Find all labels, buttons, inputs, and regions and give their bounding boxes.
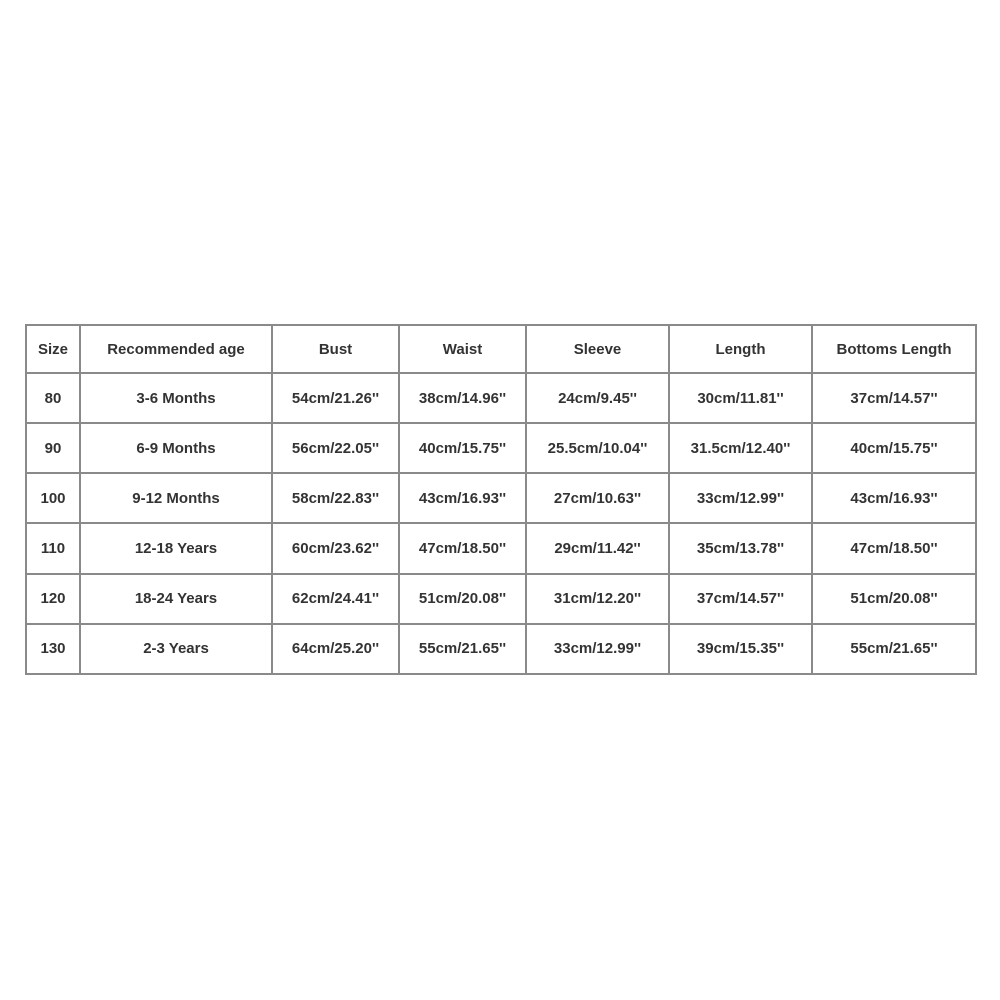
cell-waist: 55cm/21.65'' [399, 624, 526, 674]
cell-bust: 56cm/22.05'' [272, 423, 399, 473]
cell-bust: 62cm/24.41'' [272, 574, 399, 624]
cell-bottoms-length: 37cm/14.57'' [812, 373, 976, 423]
cell-sleeve: 25.5cm/10.04'' [526, 423, 669, 473]
header-bust: Bust [272, 325, 399, 373]
cell-length: 33cm/12.99'' [669, 473, 812, 523]
cell-bust: 58cm/22.83'' [272, 473, 399, 523]
cell-recommended-age: 18-24 Years [80, 574, 272, 624]
cell-sleeve: 31cm/12.20'' [526, 574, 669, 624]
cell-waist: 47cm/18.50'' [399, 523, 526, 573]
cell-recommended-age: 2-3 Years [80, 624, 272, 674]
cell-bust: 60cm/23.62'' [272, 523, 399, 573]
header-sleeve: Sleeve [526, 325, 669, 373]
table-row [26, 473, 976, 523]
cell-bottoms-length: 40cm/15.75'' [812, 423, 976, 473]
header-length: Length [669, 325, 812, 373]
cell-size: 120 [26, 574, 80, 624]
header-waist: Waist [399, 325, 526, 373]
cell-length: 31.5cm/12.40'' [669, 423, 812, 473]
cell-recommended-age: 6-9 Months [80, 423, 272, 473]
cell-recommended-age: 9-12 Months [80, 473, 272, 523]
cell-waist: 43cm/16.93'' [399, 473, 526, 523]
cell-bottoms-length: 47cm/18.50'' [812, 523, 976, 573]
header-recommended-age: Recommended age [80, 325, 272, 373]
cell-sleeve: 27cm/10.63'' [526, 473, 669, 523]
cell-size: 90 [26, 423, 80, 473]
cell-sleeve: 29cm/11.42'' [526, 523, 669, 573]
cell-size: 80 [26, 373, 80, 423]
cell-length: 37cm/14.57'' [669, 574, 812, 624]
table-row [26, 574, 976, 624]
cell-waist: 38cm/14.96'' [399, 373, 526, 423]
cell-waist: 51cm/20.08'' [399, 574, 526, 624]
cell-length: 39cm/15.35'' [669, 624, 812, 674]
cell-bottoms-length: 43cm/16.93'' [812, 473, 976, 523]
cell-sleeve: 33cm/12.99'' [526, 624, 669, 674]
cell-length: 30cm/11.81'' [669, 373, 812, 423]
table-row [26, 523, 976, 573]
cell-bust: 54cm/21.26'' [272, 373, 399, 423]
cell-bottoms-length: 55cm/21.65'' [812, 624, 976, 674]
cell-size: 130 [26, 624, 80, 674]
cell-bottoms-length: 51cm/20.08'' [812, 574, 976, 624]
table-row [26, 373, 976, 423]
cell-size: 110 [26, 523, 80, 573]
cell-sleeve: 24cm/9.45'' [526, 373, 669, 423]
cell-size: 100 [26, 473, 80, 523]
table-row [26, 423, 976, 473]
table-row [26, 624, 976, 674]
cell-recommended-age: 3-6 Months [80, 373, 272, 423]
cell-bust: 64cm/25.20'' [272, 624, 399, 674]
header-bottoms-length: Bottoms Length [812, 325, 976, 373]
cell-waist: 40cm/15.75'' [399, 423, 526, 473]
cell-length: 35cm/13.78'' [669, 523, 812, 573]
cell-recommended-age: 12-18 Years [80, 523, 272, 573]
table-header-row [26, 325, 976, 373]
header-size: Size [26, 325, 80, 373]
size-chart-table [25, 324, 977, 675]
